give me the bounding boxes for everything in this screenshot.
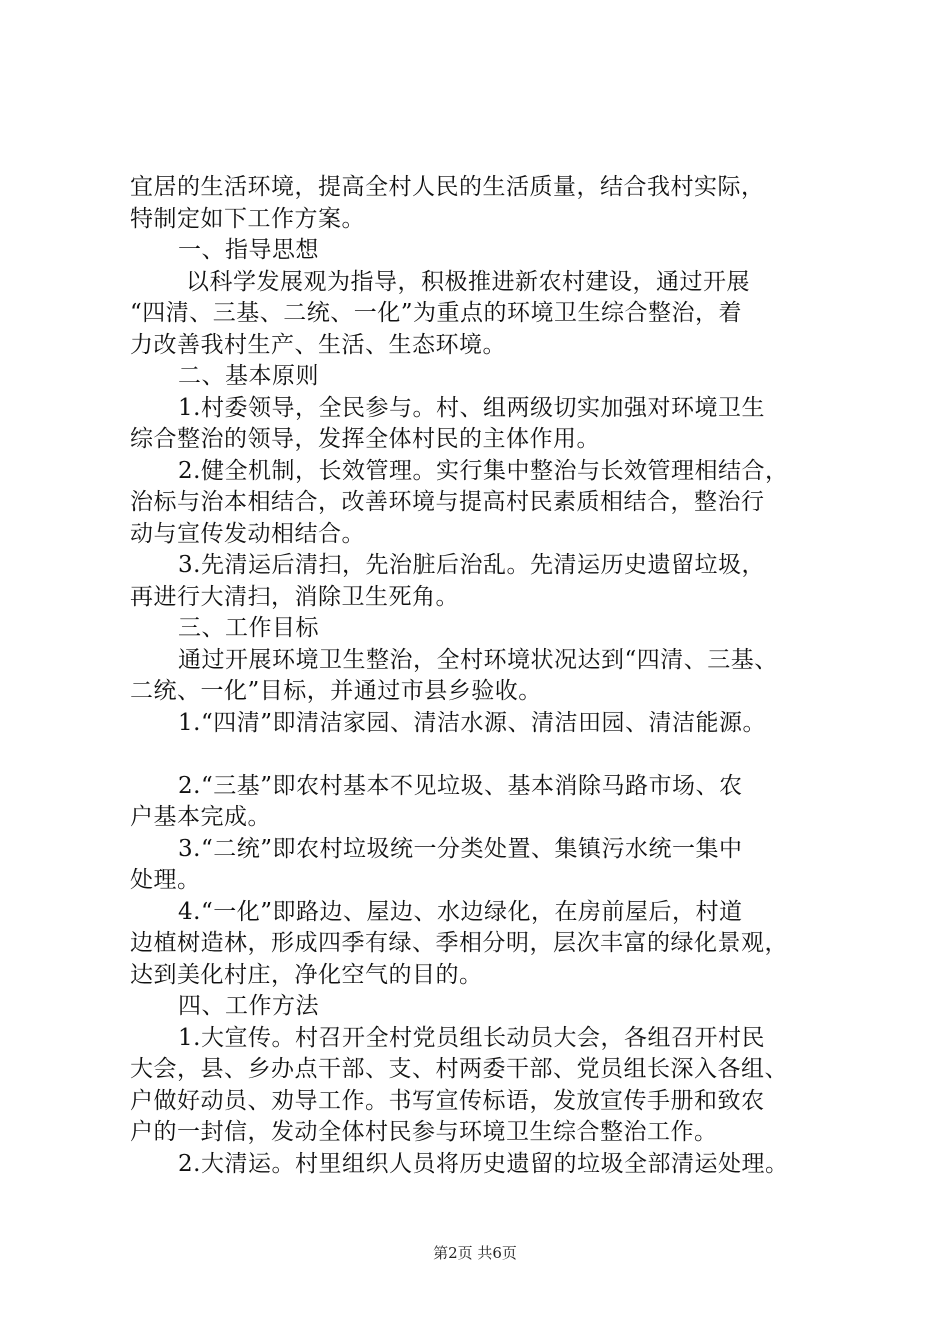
text-line: 再进行大清扫，消除卫生死角。 (130, 583, 459, 610)
section-heading: 二、基本原则 (178, 363, 319, 389)
text-line: 3.先清运后清扫，先治脏后治乱。先清运历史遗留垃圾， (178, 552, 765, 578)
text-line: 1.村委领导，全民参与。村、组两级切实加强对环境卫生 (178, 394, 765, 421)
text-line: 特制定如下工作方案。 (130, 205, 365, 232)
text-line: 以科学发展观为指导，积极推进新农村建设，通过开展 (186, 268, 750, 295)
text-line: 二统、一化”目标，并通过市县乡验收。 (130, 678, 542, 704)
text-line: 户的一封信，发动全体村民参与环境卫生综合整治工作。 (130, 1119, 718, 1145)
text-line: 户基本完成。 (130, 804, 271, 830)
text-line: 通过开展环境卫生整治，全村环境状况达到“四清、三基、 (178, 646, 778, 673)
text-line: 边植树造林，形成四季有绿、季相分明，层次丰富的绿化景观， (130, 930, 788, 956)
text-line: 4.“一化”即路边、屋边、水边绿化，在房前屋后，村道 (178, 898, 743, 925)
text-line: 达到美化村庄，净化空气的目的。 (130, 961, 483, 988)
text-line: 2.大清运。村里组织人员将历史遗留的垃圾全部清运处理。 (178, 1150, 789, 1177)
text-line: 2.健全机制，长效管理。实行集中整治与长效管理相结合， (178, 457, 789, 484)
text-line: 户做好动员、劝导工作。书写宣传标语，发放宣传手册和致农 (130, 1087, 765, 1114)
document-body (130, 172, 830, 1180)
text-line: 1.大宣传。村召开全村党员组长动员大会，各组召开村民 (178, 1024, 765, 1051)
text-line: 1.“四清”即清洁家园、清洁水源、清洁田园、清洁能源。 (178, 709, 766, 736)
text-line: 治标与治本相结合，改善环境与提高村民素质相结合，整治行 (130, 489, 765, 515)
blank-line (130, 739, 830, 771)
section-heading: 四、工作方法 (178, 993, 319, 1019)
text-line: 力改善我村生产、生活、生态环境。 (130, 331, 506, 358)
text-line: “四清、三基、二统、一化”为重点的环境卫生综合整治，着 (130, 300, 743, 326)
section-heading: 一、指导思想 (178, 237, 319, 263)
text-line: 处理。 (130, 867, 201, 893)
text-line: 综合整治的领导，发挥全体村民的主体作用。 (130, 426, 600, 452)
text-line: 动与宣传发动相结合。 (130, 520, 365, 547)
text-line: 2.“三基”即农村基本不见垃圾、基本消除马路市场、农 (178, 772, 743, 799)
text-line: 3.“二统”即农村垃圾统一分类处置、集镇污水统一集中 (178, 835, 743, 862)
page-number-footer: 第2页 共6页 (433, 1244, 517, 1262)
text-line: 宜居的生活环境，提高全村人民的生活质量，结合我村实际， (130, 174, 765, 200)
text-line: 大会，县、乡办点干部、支、村两委干部、党员组长深入各组、 (130, 1056, 788, 1082)
section-heading: 三、工作目标 (178, 615, 319, 641)
